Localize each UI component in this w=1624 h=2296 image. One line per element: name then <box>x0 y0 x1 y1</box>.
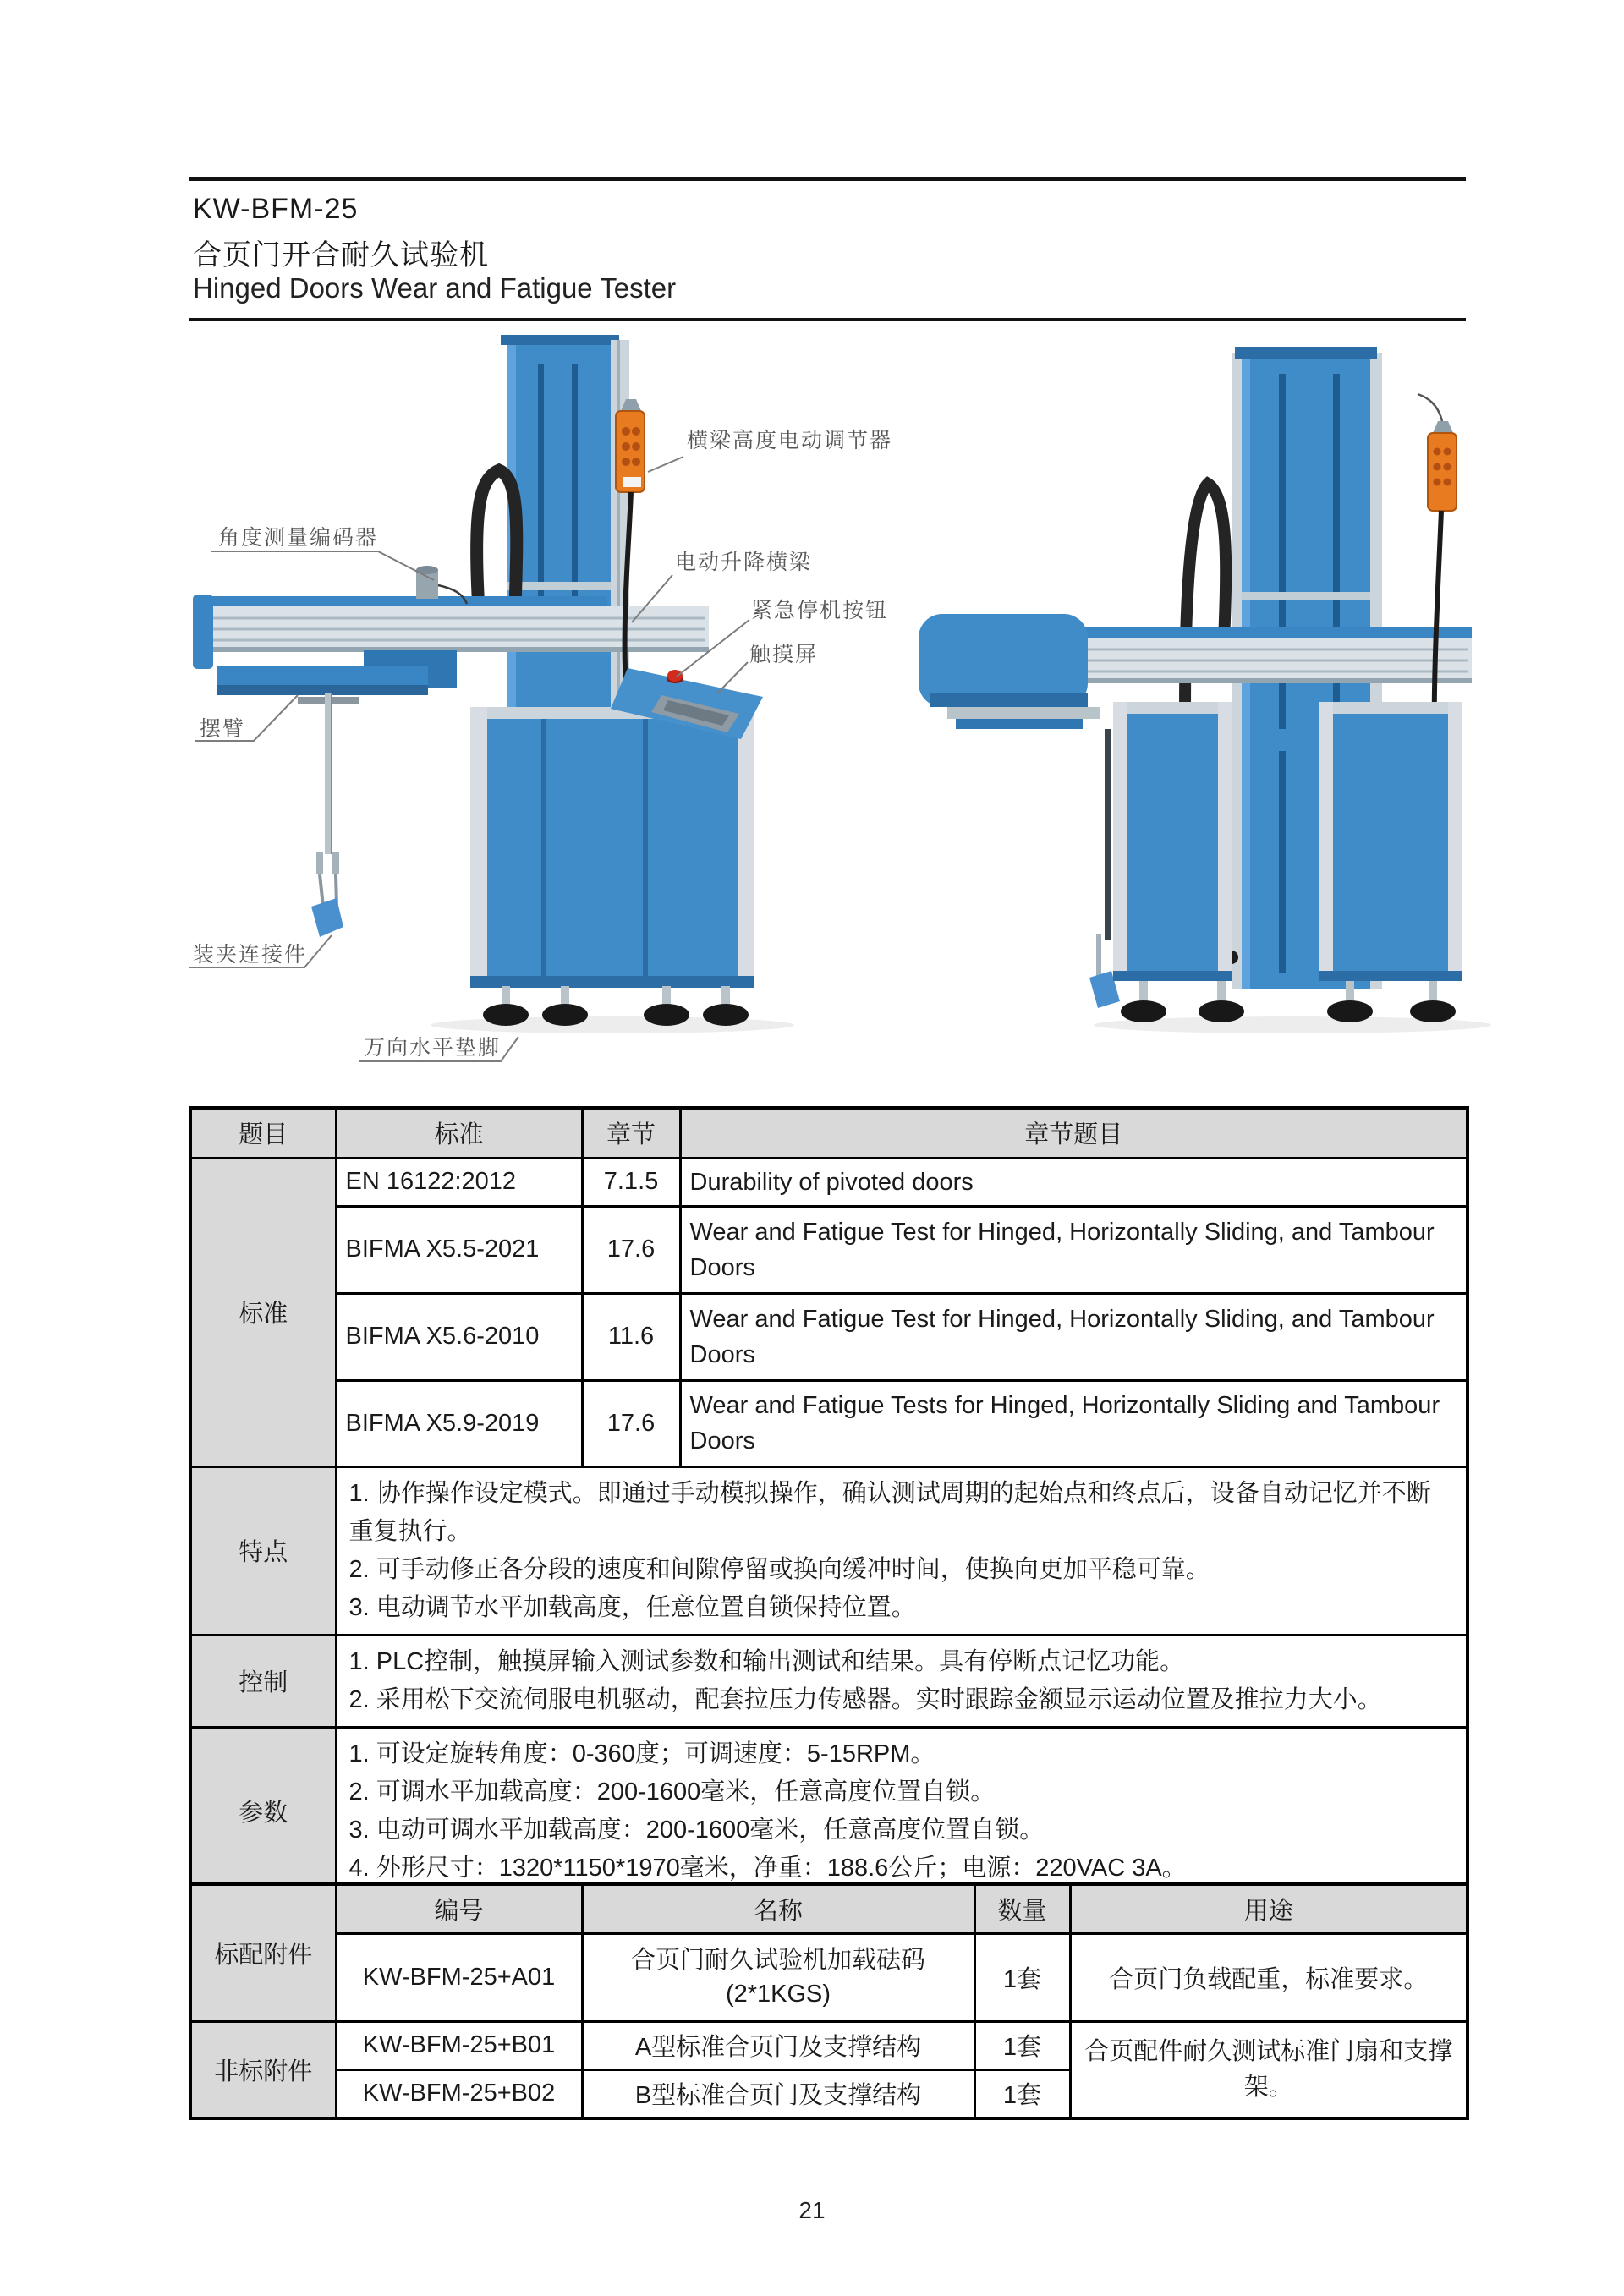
standard-row <box>190 1293 1468 1380</box>
col-header-topic: 题目 <box>190 1108 336 1158</box>
callout-swing-arm: 摆臂 <box>200 717 246 741</box>
features-row <box>190 1466 1468 1635</box>
col-header-section-title: 章节题目 <box>680 1108 1468 1158</box>
feature-line: 2. 可手动修正各分段的速度和间隙停留或换向缓冲时间，使换向更加平稳可靠。 <box>348 1555 1210 1583</box>
clamp-connector-part <box>311 898 343 937</box>
accessory-name: B型标准合页门及支撑结构 <box>582 2069 974 2118</box>
row-label-control: 控制 <box>190 1635 336 1727</box>
row-label-features: 特点 <box>190 1466 336 1635</box>
accessory-qty: 1套 <box>974 1933 1070 2021</box>
standard-name: EN 16122:2012 <box>336 1158 582 1206</box>
row-label-nonstandard-accessories: 非标附件 <box>190 2021 336 2118</box>
param-line: 3. 电动可调水平加载高度：200-1600毫米，任意高度位置自锁。 <box>348 1816 1045 1844</box>
control-line: 2. 采用松下交流伺服电机驱动，配套拉压力传感器。实时跟踪金额显示运动位置及推拉力大小。 <box>348 1685 1382 1713</box>
callout-angle-encoder: 角度测量编码器 <box>218 526 379 550</box>
standard-section: 11.6 <box>582 1293 680 1380</box>
callout-clamp-connector: 装夹连接件 <box>193 943 308 967</box>
spec-header-row <box>190 1108 1468 1158</box>
accessory-use: 合页门负载配重，标准要求。 <box>1070 1933 1468 2021</box>
header-top-rule <box>189 177 1466 181</box>
accessory-name: A型标准合页门及支撑结构 <box>582 2021 974 2069</box>
callout-beam-height-adjuster: 横梁高度电动调节器 <box>687 429 893 452</box>
param-line: 2. 可调水平加载高度：200-1600毫米，任意高度位置自锁。 <box>348 1778 996 1806</box>
swing-arm-block <box>919 614 1088 707</box>
page-number: 21 <box>798 2197 826 2223</box>
product-title-en: Hinged Doors Wear and Fatigue Tester <box>193 272 677 304</box>
standard-title: Wear and Fatigue Tests for Hinged, Horizontally Sliding and Tambour Doors <box>680 1380 1468 1466</box>
accessory-use-merged: 合页配件耐久测试标准门扇和支撑架。 <box>1070 2021 1468 2118</box>
emergency-stop-button <box>667 670 683 682</box>
control-row <box>190 1635 1468 1727</box>
feature-line: 3. 电动调节水平加载高度，任意位置自锁保持位置。 <box>348 1593 916 1621</box>
loading-rod <box>1105 729 1111 940</box>
standard-name: BIFMA X5.6-2010 <box>336 1293 582 1380</box>
standard-title: Durability of pivoted doors <box>680 1158 1468 1206</box>
pendant-control <box>1428 433 1457 511</box>
accessory-name-line: 合页门耐久试验机加载砝码 <box>630 1947 925 1974</box>
callout-touch-screen: 触摸屏 <box>749 643 819 666</box>
row-label-params: 参数 <box>190 1727 336 1896</box>
machine-side-view <box>919 347 1491 1033</box>
standard-name: BIFMA X5.9-2019 <box>336 1380 582 1466</box>
spec-table <box>189 1106 1469 1898</box>
feature-line: 1. 协作操作设定模式。即通过手动模拟操作，确认测试周期的起始点和终点后，设备自动记忆并不断重复执行。 <box>348 1479 1431 1545</box>
col-header-qty: 数量 <box>974 1884 1070 1933</box>
callout-leveling-feet: 万向水平垫脚 <box>364 1036 502 1060</box>
col-header-use: 用途 <box>1070 1884 1468 1933</box>
standard-section: 7.1.5 <box>582 1158 680 1206</box>
row-label-standards: 标准 <box>190 1158 336 1466</box>
standard-row <box>190 1158 1468 1206</box>
standard-row <box>190 1206 1468 1293</box>
standard-section: 17.6 <box>582 1380 680 1466</box>
col-header-section: 章节 <box>582 1108 680 1158</box>
accessory-name-line: (2*1KGS) <box>725 1981 831 2008</box>
row-label-standard-accessories: 标配附件 <box>190 1884 336 2021</box>
model-number: KW-BFM-25 <box>193 193 359 225</box>
standard-title: Wear and Fatigue Test for Hinged, Horizontally Sliding, and Tambour Doors <box>680 1293 1468 1380</box>
accessory-code: KW-BFM-25+B02 <box>336 2069 582 2118</box>
angle-encoder-device <box>416 570 438 599</box>
col-header-name: 名称 <box>582 1884 974 1933</box>
standard-name: BIFMA X5.5-2021 <box>336 1206 582 1293</box>
header-bottom-rule <box>189 318 1466 321</box>
standard-title: Wear and Fatigue Test for Hinged, Horizontally Sliding, and Tambour Doors <box>680 1206 1468 1293</box>
control-cell <box>336 1635 1468 1727</box>
accessories-header-row <box>190 1884 1468 1933</box>
callout-emergency-stop: 紧急停机按钮 <box>751 599 889 622</box>
product-title-zh: 合页门开合耐久试验机 <box>193 239 489 271</box>
col-header-standard: 标准 <box>336 1108 582 1158</box>
accessory-code: KW-BFM-25+A01 <box>336 1933 582 2021</box>
accessory-row <box>190 1933 1468 2021</box>
accessory-row <box>190 2021 1468 2069</box>
col-header-code: 编号 <box>336 1884 582 1933</box>
standard-section: 17.6 <box>582 1206 680 1293</box>
base-cabinet <box>470 719 754 988</box>
standard-row <box>190 1380 1468 1466</box>
accessory-name <box>582 1933 974 2021</box>
column-cap <box>501 335 619 345</box>
param-line: 4. 外形尺寸：1320*1150*1970毫米，净重：188.6公斤；电源：220VAC 3A。 <box>348 1854 1187 1882</box>
accessory-qty: 1套 <box>974 2069 1070 2118</box>
params-cell <box>336 1727 1468 1896</box>
features-cell <box>336 1466 1468 1635</box>
params-row <box>190 1727 1468 1896</box>
callout-electric-lifting-beam: 电动升降横梁 <box>675 551 813 574</box>
param-line: 1. 可设定旋转角度：0-360度；可调速度：5-15RPM。 <box>348 1740 935 1767</box>
accessory-qty: 1套 <box>974 2021 1070 2069</box>
control-line: 1. PLC控制，触摸屏输入测试参数和输出测试和结果。具有停断点记忆功能。 <box>348 1647 1185 1675</box>
column-cap <box>1235 347 1377 359</box>
accessories-table <box>189 1882 1469 2120</box>
accessory-code: KW-BFM-25+B01 <box>336 2021 582 2069</box>
